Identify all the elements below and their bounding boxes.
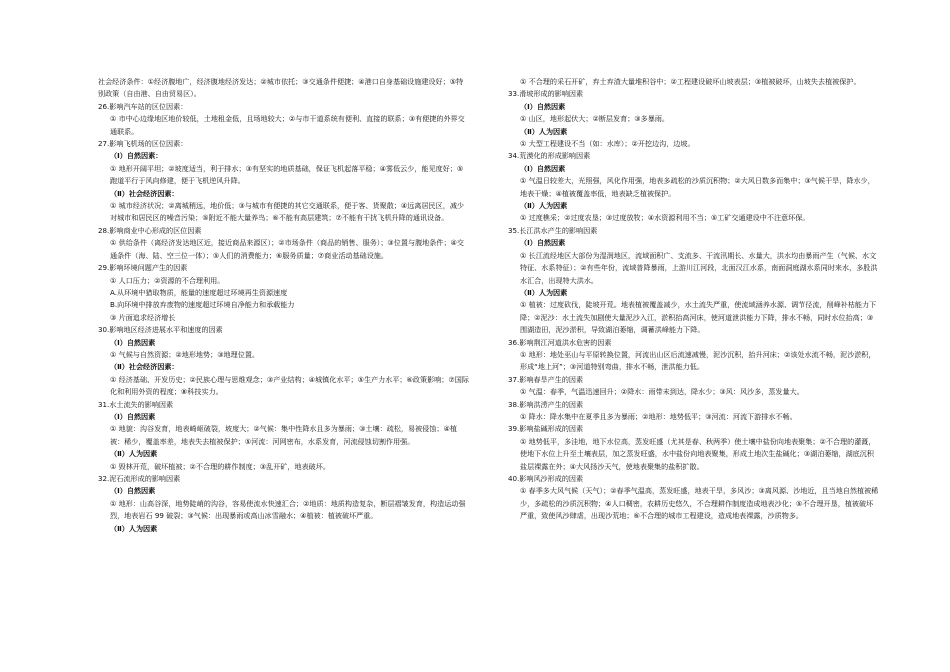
- section-heading: 31.水土流失的影响因素: [98, 399, 174, 409]
- body-paragraph: ① 气温日较差大，光照强，风化作用强，地表多疏松的沙质沉积物；②大风日数多而集中；③气候干旱，降水少，地表干燥；④植被覆盖率低，地表缺乏植被保护。: [520, 176, 875, 198]
- body-paragraph: ① 气候与自然资源；②地形地势；③地理位置。: [110, 349, 260, 359]
- body-paragraph: B.向环境中排放弃废物的速度超过环境自净能力和承载能力: [110, 300, 295, 310]
- body-paragraph: ① 植被：过度砍伐，陡坡开荒。地表植被覆盖减少，水土流失严重，使流域涵养水源、调节径流，削峰补枯能力下降；②泥沙：水土流失加剧使大量泥沙入江，淤积抬高河床，使河道泄洪能力下降，排水不畅，同时水位抬高；③围湖造田，泥沙淤积，导致湖泊萎缩，调蓄洪峰能力下降。: [520, 300, 877, 335]
- section-heading: 27.影响飞机场的区位因素：: [98, 139, 188, 149]
- body-paragraph: ① 降水：降水集中在夏季且多为暴雨；②地形：地势低平；③河流：河流下游排水不畅。: [520, 411, 797, 421]
- body-paragraph: ① 长江流经地区大部份为湿润地区，流域面积广、支流多、干流汛期长、水量大，洪水均由暴雨产生（气候、水文特征、水系特征）；②有些年份，流域普降暴雨，上游川江河段，北面汉江水系，南面洞庭湖水系同时来水，多股洪水汇合，出现特大洪水。: [520, 250, 878, 285]
- section-heading: 40.影响风沙形成的因素: [508, 474, 584, 483]
- body-paragraph: ③ 片面追求经济增长: [110, 312, 176, 322]
- section-heading: 38.影响洪涝产生的因素: [508, 399, 584, 409]
- subsection-heading: （Ⅱ）人为因素: [520, 201, 568, 211]
- subsection-heading: （Ⅱ）人为因素: [520, 287, 568, 297]
- body-paragraph: ① 毁林开荒，破坏植被；②不合理的耕作制度；③乱开矿，地表破坏。: [110, 461, 330, 471]
- subsection-heading: （Ⅰ）自然因素: [110, 411, 156, 421]
- subsection-heading: （Ⅰ）自然因素：: [110, 151, 163, 161]
- body-paragraph: ① 市中心边缘地区地价较低，土地租金低，且场地较大；②与市干道系统有便利、直接的联系；③有便捷的外界交通联系。: [110, 114, 465, 136]
- section-heading: 29.影响环境问题产生的因素: [98, 263, 188, 273]
- body-paragraph: ① 人口压力；②资源的不合理利用。: [110, 275, 225, 285]
- section-heading: 30.影响地区经济进展水平和速度的因素: [98, 325, 223, 335]
- section-heading: 36.影响荆江河道洪水危害的因素: [508, 337, 612, 347]
- body-paragraph: ① 气温：春季，气温迅速回升；②降水：雨带未到达，降水少；③风：风沙多，蒸发量大。: [520, 387, 804, 397]
- body-paragraph: ① 地形开阔平坦；②坡度适当，利于排水；③有坚实的地质基础，保证飞机起落平稳；④雾低云少，能见度好；⑤跑道平行于风向修建，便于飞机逆风升降。: [110, 163, 464, 186]
- left-column: [98, 76, 470, 535]
- body-paragraph: ① 山区，地形起伏大；②断层发育；③多暴雨。: [520, 114, 670, 124]
- body-paragraph: ① 城市经济状况；②离城稍远，地价低；③与城市有便捷的其它交通联系，便于客、货聚散；④远离居民区，减少对城市和居民区的噪音污染；⑤附近不能大量养鸟；⑥不能有高层建筑；⑦不能有干扰飞机升降的通讯设备。: [110, 201, 465, 223]
- section-heading: 32.泥石流形成的影响因素: [98, 474, 181, 483]
- subsection-heading: （Ⅱ）社会经济因素：: [110, 188, 179, 198]
- section-heading: 33.滑坡形成的影响因素: [508, 89, 584, 99]
- body-paragraph: ① 地貌：沟谷发育，地表崎岖破裂，坡度大；②气候：集中性降水且多为暴雨；③土壤：疏松，易被侵蚀；④植被：稀少，覆盖率差，地表失去植被保护；⑤河流：河网密布，水系发育，河流侵蚀切割作用强。: [110, 424, 457, 446]
- body-paragraph: ① 经济基础、开发历史；②民族心理与思维观念；③产业结构；④城镇化水平；⑤生产力水平；⑥政策影响；⑦国际化和利用外资的程度；⑧科技实力。: [110, 374, 469, 397]
- body-paragraph: ① 供给条件（离经济发达地区近，接近商品来源区）；②市场条件（商品的销售、服务）；③位置与腹地条件；④交通条件（海、陆、空三位一体）；⑤人们的消费能力；⑥服务质量；⑦商业活动基础设施。: [110, 238, 464, 260]
- subsection-heading: （Ⅰ）自然因素: [110, 337, 156, 347]
- subsection-heading: （Ⅱ）社会经济因素：: [110, 362, 179, 372]
- body-paragraph: 社会经济条件：①经济腹地广，经济腹地经济发达；②城市依托；③交通条件便捷；④港口自身基础设施建设好；⑤特别政策（自由港、自由贸易区）。: [98, 77, 464, 99]
- body-paragraph: ① 大型工程建设不当（如：水库）；②开挖边沟，边坡。: [520, 139, 695, 149]
- section-heading: 34.荒漠化的形成影响因素: [508, 151, 591, 161]
- body-paragraph: ① 春季多大风气候（天气）；②春季气温高，蒸发旺盛，地表干旱，多风沙；③离风源、沙地近，且当地自然植被稀少，多疏松的沙质沉积物；④人口稠密，农耕历史悠久，不合理耕作制度造成地表沙化；⑤不合理开垦，植被破坏严重，致使风沙肆虐，出现沙荒地；⑥不合理的城市工程建设，造成地表裸露，沙质物多。: [520, 486, 879, 521]
- right-column: [508, 76, 880, 523]
- subsection-heading: （Ⅰ）自然因素: [520, 101, 566, 111]
- subsection-heading: （Ⅰ）自然因素: [110, 486, 156, 496]
- body-paragraph: ① 地形：山高谷深，地势陡峭的沟谷，容易使流水快速汇合；②地质：地质构造复杂，断层褶皱发育，构造运动强烈，地表岩石 99 破裂；③气候：出现暴雨或高山冰雪融水；④植被：植被破坏严重。: [110, 498, 466, 521]
- section-heading: 35.长江洪水产生的影响因素: [508, 225, 598, 235]
- section-heading: 28.影响商业中心形成的区位因素: [98, 225, 202, 235]
- body-paragraph: ① 过度樵采；②过度农垦；③过度放牧；④水资源利用不当；⑤工矿交通建设中不注意环保。: [520, 213, 810, 223]
- subsection-heading: （Ⅰ）自然因素: [520, 238, 566, 248]
- subsection-heading: （Ⅰ）自然因素: [520, 163, 566, 173]
- section-heading: 37.影响春旱产生的因素: [508, 374, 584, 384]
- subsection-heading: （Ⅱ）人为因素: [110, 523, 158, 533]
- body-paragraph: ① 地形：地处巫山与平原转换位置，河流出山区后流速减慢，泥沙沉积，抬升河床；②该处水流不畅，泥沙淤积，形成“地上河”；③河道特别弯曲，排水不畅，泄洪能力低。: [520, 349, 876, 372]
- subsection-heading: （Ⅱ）人为因素: [110, 449, 158, 459]
- subsection-heading: （Ⅱ）人为因素: [520, 126, 568, 136]
- body-paragraph: ① 地势低平，多洼地，地下水位高，蒸发旺盛（尤其是春、秋两季）使土壤中盐份向地表聚集；②不合理的灌溉，使地下水位上升至土壤表层，加之蒸发旺盛，水中盐份向地表聚集，形成土地次生盐碱化；③湖泊萎缩，湖底沉积盐层裸露在外；④大风扬沙天气，使地表聚集的盐积扩散。: [520, 436, 876, 471]
- section-heading: 26.影响汽车站的区位因素：: [98, 101, 188, 111]
- section-heading: 39.影响盐碱形成的因素: [508, 424, 584, 434]
- body-paragraph: ① 不合理的采石开矿，弃土弃渣大量堆积谷中；②工程建设破坏山坡表层；③植被破坏，山坡失去植被保护。: [520, 77, 861, 86]
- body-paragraph: A.从环境中猎取物质，能量的速度超过环境再生资源速度: [110, 287, 288, 297]
